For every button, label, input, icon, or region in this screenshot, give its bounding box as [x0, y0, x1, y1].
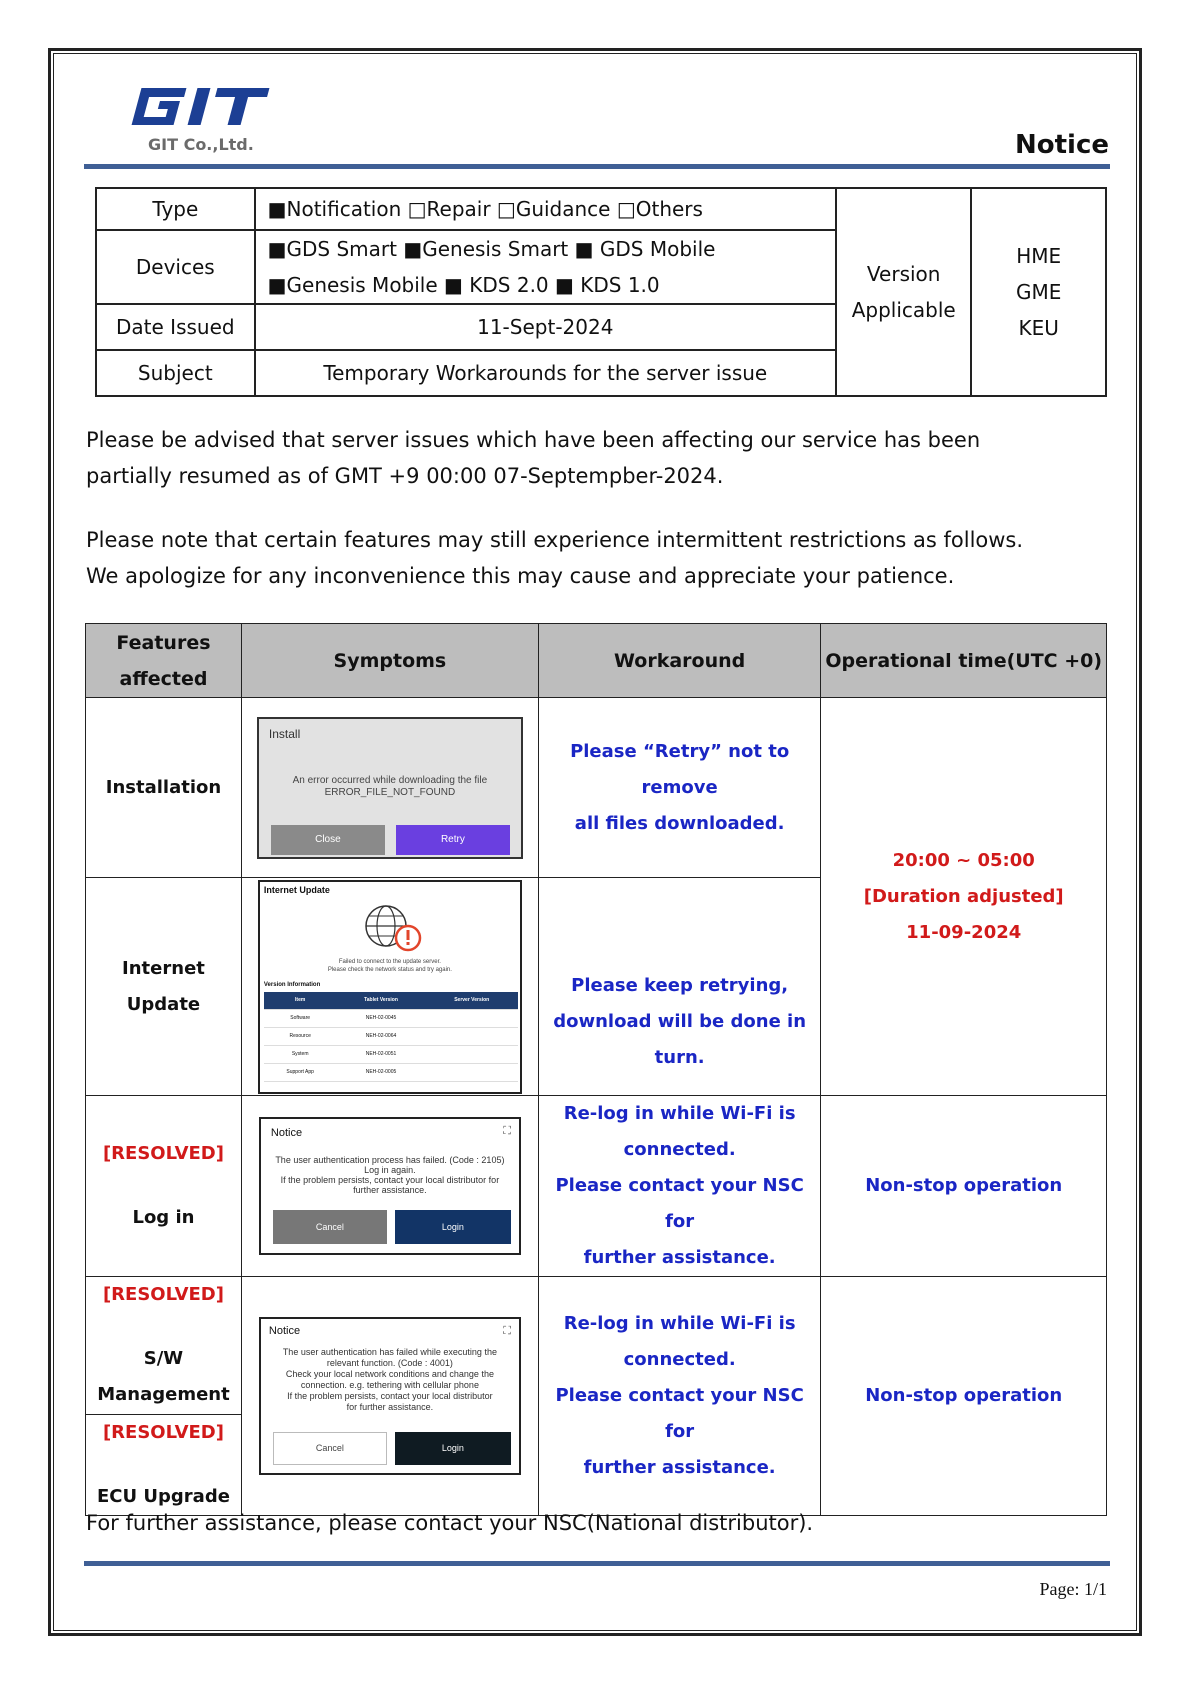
header-time: Operational time(UTC +0): [821, 624, 1107, 698]
symptom-installation: [241, 698, 538, 878]
feature-ecu-upgrade: [RESOLVED] ECU Upgrade: [97, 1422, 230, 1507]
footer-contact: For further assistance, please contact your NSC(National distributor).: [86, 1511, 814, 1535]
feature-sw-ecu: [86, 1277, 242, 1516]
subject-label: Subject: [96, 350, 255, 396]
workaround-installation: Please “Retry” not to remove all files downloaded.: [538, 698, 821, 878]
feature-internet-update: Internet Update: [86, 878, 242, 1096]
time-sw: Non-stop operation: [821, 1277, 1107, 1516]
version-table: Item Tablet Version Server Version Software NEH-02-0045 Resource NEH-02-0064 System NEH-02-0051 Support App NEH-02-0005: [264, 992, 518, 1082]
version-label: Version Applicable: [836, 188, 972, 396]
time-installation-update: 20:00 ~ 05:00 [Duration adjusted] 11-09-2024: [821, 698, 1107, 1096]
globe-alert-icon: [362, 902, 424, 954]
workaround-sw: Re-log in while Wi-Fi is connected. Please contact your NSC for further assistance.: [538, 1277, 821, 1516]
intro-paragraph: Please be advised that server issues which have been affecting our service has been partially resumed as of GMT +9 00:00 07-Septempber-2024.: [86, 428, 981, 488]
symptom-sw: [241, 1277, 538, 1516]
subject-value: Temporary Workarounds for the server issue: [255, 350, 836, 396]
note-paragraph: Please note that certain features may still experience intermittent restrictions as follows. We apologize for any inconvenience this may cause and appreciate your patience.: [86, 528, 1024, 588]
expand-icon: ⛶: [503, 1125, 511, 1137]
notice-meta-table: [95, 187, 1107, 397]
install-error-screenshot: Install An error occurred while downloading the file ERROR_FILE_NOT_FOUND Close Retry: [257, 717, 523, 859]
header-rule: [84, 164, 1110, 169]
time-login: Non-stop operation: [821, 1096, 1107, 1277]
workaround-internet-update: Please keep retrying, download will be done in turn.: [538, 878, 821, 1096]
feature-sw-management: [RESOLVED] S/W Management: [86, 1277, 241, 1415]
devices-value: ■GDS Smart ■Genesis Smart ■ GDS Mobile ■Genesis Mobile ■ KDS 2.0 ■ KDS 1.0: [255, 230, 836, 304]
symptom-internet-update: [241, 878, 538, 1096]
workaround-login: Re-log in while Wi-Fi is connected. Please contact your NSC for further assistance.: [538, 1096, 821, 1277]
table-row: [86, 1277, 1107, 1516]
features-table: [85, 623, 1107, 1516]
footer-rule: [84, 1561, 1110, 1566]
table-row: [86, 698, 1107, 878]
type-label: Type: [96, 188, 255, 230]
type-value: ■Notification □Repair □Guidance □Others: [255, 188, 836, 230]
header-workaround: Workaround: [538, 624, 821, 698]
symptom-login: [241, 1096, 538, 1277]
devices-label: Devices: [96, 230, 255, 304]
date-value: 11-Sept-2024: [255, 304, 836, 350]
header-features: Features affected: [86, 624, 242, 698]
expand-icon: ⛶: [503, 1325, 511, 1337]
header-symptoms: Symptoms: [241, 624, 538, 698]
table-row: [86, 1096, 1107, 1277]
notice-title: Notice: [1014, 130, 1109, 160]
company-name: GIT Co.,Ltd.: [148, 135, 254, 154]
page-number: Page: 1/1: [1039, 1579, 1107, 1599]
feature-installation: Installation: [86, 698, 242, 878]
internet-update-screenshot: Internet Update Failed to connect to the update server. Please check the network status and try again. Version Information Item Tablet Version Server Version Software NEH-02-0045 Resource NEH-02-0064 System NEH-02-0051 Support App NEH-02-0005: [258, 880, 522, 1094]
date-label: Date Issued: [96, 304, 255, 350]
feature-login: [RESOLVED] Log in: [86, 1096, 242, 1277]
login-error-screenshot: Notice ⛶ The user authentication process has failed. (Code : 2105) Log in again. If the problem persists, contact your local distributor for further assistance. Cancel Login: [259, 1117, 521, 1255]
sw-error-screenshot: Notice ⛶ The user authentication has failed while executing the relevant function. (Code : 4001) Check your local network conditions and change the connection. e.g. tethering with cellular phone If the problem persists, contact your local distributor for further assistance. Cancel Login: [259, 1317, 521, 1475]
regions: HME GME KEU: [971, 188, 1106, 396]
